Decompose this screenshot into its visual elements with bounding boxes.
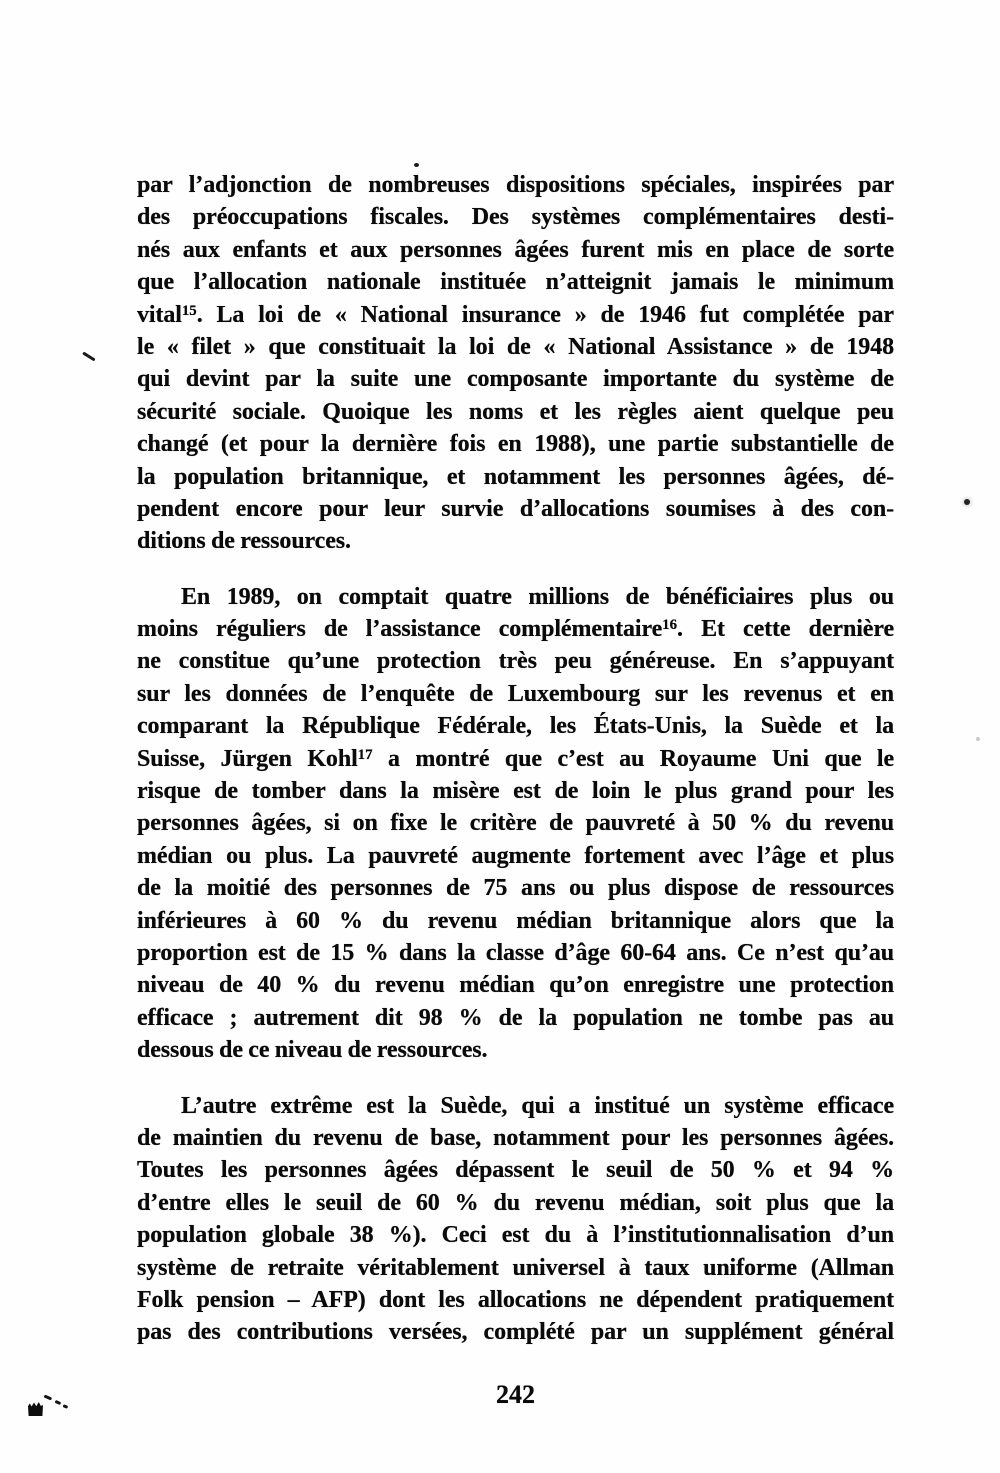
text-line <box>137 201 894 233</box>
line-text: de maintien du revenu de base, notamment pour les personnes âgées. <box>137 1124 894 1151</box>
text-line <box>137 428 894 460</box>
text-line <box>137 775 894 807</box>
line-text: la population britannique, et notamment les personnes âgées, dé- <box>137 463 894 490</box>
line-text: sécurité sociale. Quoique les noms et les règles aient quelque peu <box>137 398 894 425</box>
line-text: d’entre elles le seuil de 60 % du revenu médian, soit plus que la <box>137 1189 894 1216</box>
text-line <box>137 645 894 677</box>
line-text: nés aux enfants et aux personnes âgées furent mis en place de sorte <box>137 236 894 263</box>
text-line <box>137 1002 894 1034</box>
text-line <box>137 266 894 298</box>
line-text: En 1989, on comptait quatre millions de bénéficiaires plus ou <box>181 583 894 610</box>
ink-dash <box>55 1400 61 1405</box>
line-text: dessous de ce niveau de ressources. <box>137 1037 488 1064</box>
text-line <box>137 1154 894 1186</box>
line-text: Folk pension – AFP) dont les allocations ne dépendent pratiquement <box>137 1286 894 1313</box>
text-line <box>137 1252 894 1284</box>
line-text: le « filet » que constituait la loi de « National Assistance » de 1948 <box>137 333 894 360</box>
line-text: vital <box>137 301 182 328</box>
text-line <box>137 905 894 937</box>
line-text: Suisse, Jürgen Kohl <box>137 745 358 772</box>
text-line <box>137 872 894 904</box>
ink-speck <box>414 163 419 167</box>
footnote-ref-15: 15 <box>181 302 197 319</box>
text-line <box>137 169 894 201</box>
line-text: risque de tomber dans la misère est de loin le plus grand pour les <box>137 778 894 805</box>
text-line <box>137 1090 894 1122</box>
text-line <box>137 710 894 742</box>
line-text: de la moitié des personnes de 75 ans ou plus dispose de ressources <box>137 875 894 902</box>
text-line <box>137 493 894 525</box>
line-text: personnes âgées, si on fixe le critère de pauvreté à 50 % du revenu <box>137 810 894 837</box>
line-text: sur les données de l’enquête de Luxembourg sur les revenus et en <box>137 680 894 707</box>
text-line <box>137 396 894 428</box>
line-text: Toutes les personnes âgées dépassent le seuil de 50 % et 94 % <box>137 1157 894 1184</box>
footnote-ref-16: 16 <box>662 617 678 634</box>
text-line <box>137 581 894 613</box>
line-text: des préoccupations fiscales. Des systèmes complémentaires desti- <box>137 204 894 231</box>
text-line <box>137 807 894 839</box>
text-line <box>137 1187 894 1219</box>
line-text: a montré que c’est au Royaume Uni que le <box>372 745 894 772</box>
line-text: . La loi de « National insurance » de 1946 fut complétée par <box>196 301 894 328</box>
line-text: inférieures à 60 % du revenu médian britannique alors que la <box>137 907 894 934</box>
text-line <box>137 525 894 557</box>
text-line <box>137 1219 894 1251</box>
text-line <box>137 613 894 645</box>
text-line <box>137 331 894 363</box>
text-line <box>137 299 894 331</box>
text-line <box>137 363 894 395</box>
line-text: population globale 38 %). Ceci est du à l’institutionnalisation d’un <box>137 1222 894 1249</box>
footnote-ref-17: 17 <box>357 746 373 763</box>
text-line <box>137 678 894 710</box>
text-line <box>137 969 894 1001</box>
line-text: efficace ; autrement dit 98 % de la population ne tombe pas au <box>137 1004 894 1031</box>
line-text: proportion est de 15 % dans la classe d’âge 60-64 ans. Ce n’est qu’au <box>137 939 894 966</box>
line-text: ne constitue qu’une protection très peu généreuse. En s’appuyant <box>137 648 894 675</box>
text-line <box>137 461 894 493</box>
line-text: pendent encore pour leur survie d’allocations soumises à des con- <box>137 495 894 522</box>
ink-dash <box>63 1404 69 1408</box>
line-text: comparant la République Fédérale, les États-Unis, la Suède et la <box>137 713 894 740</box>
margin-tick-mark <box>82 351 95 361</box>
line-text: changé (et pour la dernière fois en 1988), une partie substantielle de <box>137 431 894 458</box>
line-text: médian ou plus. La pauvreté augmente fortement avec l’âge et plus <box>137 842 894 869</box>
text-line <box>137 743 894 775</box>
line-text: moins réguliers de l’assistance complémentaire <box>137 616 663 643</box>
ink-speck <box>976 737 980 741</box>
text-line <box>137 937 894 969</box>
text-line <box>137 1284 894 1316</box>
paragraph-1 <box>137 169 894 558</box>
line-text: L’autre extrême est la Suède, qui a institué un système efficace <box>181 1092 894 1119</box>
line-text: pas des contributions versées, complété par un supplément général <box>137 1319 894 1346</box>
paragraph-3 <box>137 1090 894 1349</box>
text-block <box>137 169 894 1349</box>
text-line <box>137 234 894 266</box>
ink-speck <box>964 499 970 505</box>
line-text: par l’adjonction de nombreuses dispositions spéciales, inspirées par <box>137 172 894 198</box>
text-line <box>137 1122 894 1154</box>
line-text: système de retraite véritablement universel à taux uniforme (Allman <box>137 1254 894 1281</box>
line-text: qui devint par la suite une composante importante du système de <box>137 366 894 393</box>
line-text: ditions de ressources. <box>137 528 351 555</box>
line-text: niveau de 40 % du revenu médian qu’on enregistre une protection <box>137 972 894 999</box>
line-text: . Et cette dernière <box>677 616 894 643</box>
line-text: que l’allocation nationale instituée n’atteignit jamais le minimum <box>137 269 894 296</box>
text-line <box>137 1034 894 1066</box>
text-line <box>137 1316 894 1348</box>
ink-dash <box>44 1394 52 1400</box>
text-line <box>137 840 894 872</box>
ink-blot <box>28 1402 43 1416</box>
paragraph-2 <box>137 581 894 1067</box>
page-number: 242 <box>496 1380 535 1409</box>
